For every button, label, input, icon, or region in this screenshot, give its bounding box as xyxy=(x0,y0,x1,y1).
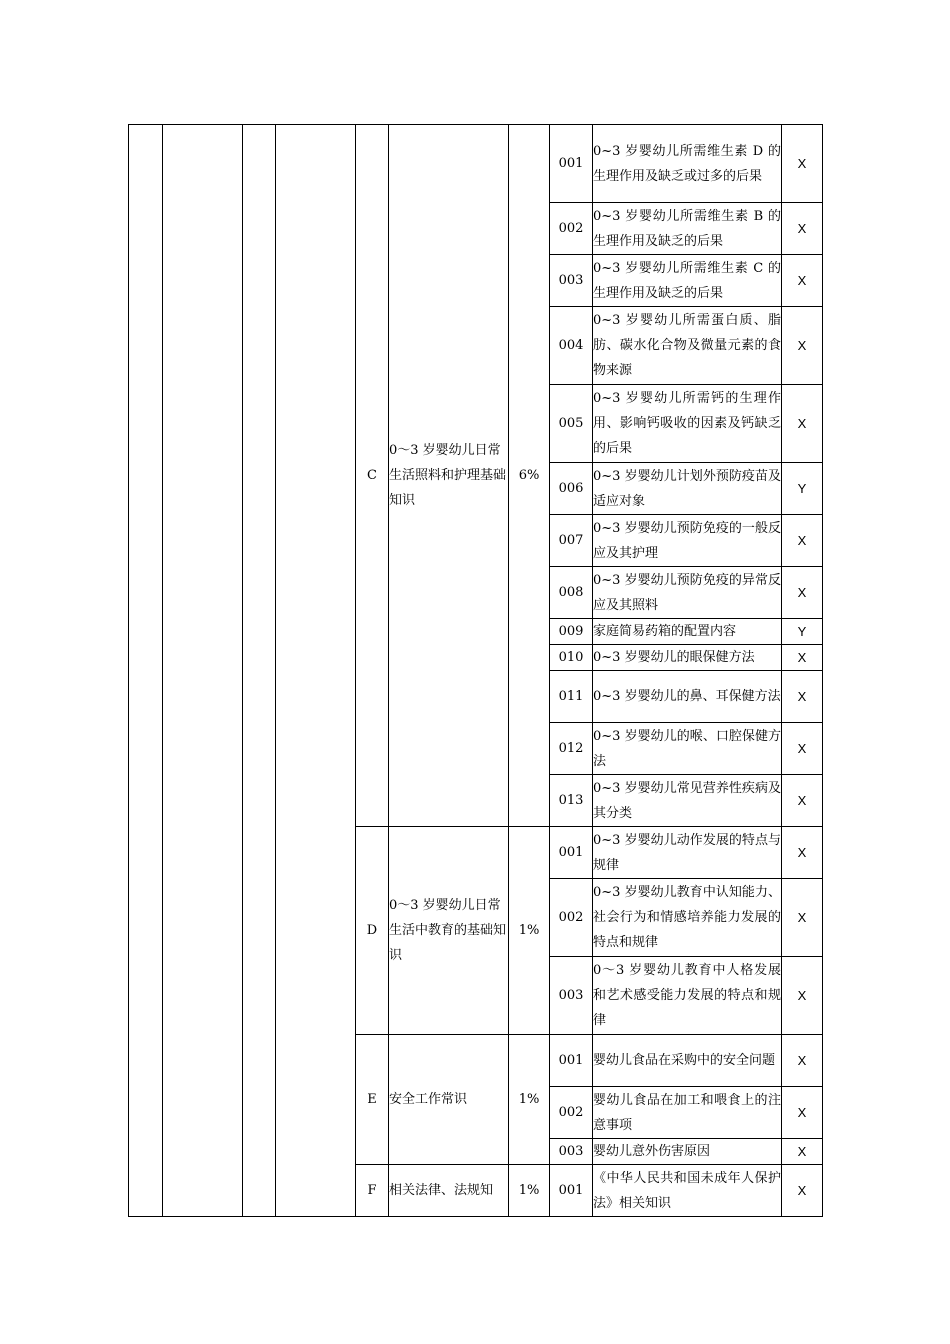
item-content: 0~3 岁婴幼儿常见营养性疾病及其分类 xyxy=(593,775,782,827)
table-row xyxy=(129,125,823,203)
item-number: 013 xyxy=(550,775,593,827)
item-content: 0~3 岁婴幼儿所需维生素 C 的生理作用及缺乏的后果 xyxy=(593,255,782,307)
empty-column-1 xyxy=(129,125,163,1217)
item-number: 003 xyxy=(550,1139,593,1165)
item-content: 0~3 岁婴幼儿的喉、口腔保健方法 xyxy=(593,723,782,775)
empty-column-3 xyxy=(243,125,276,1217)
item-number: 011 xyxy=(550,671,593,723)
item-level: Y xyxy=(782,463,823,515)
section-code: E xyxy=(356,1035,389,1165)
item-content: 0~3 岁婴幼儿教育中认知能力、社会行为和情感培养能力发展的特点和规律 xyxy=(593,879,782,957)
item-content: 0~3 岁婴幼儿的眼保健方法 xyxy=(593,645,782,671)
item-level: X xyxy=(782,385,823,463)
item-level: X xyxy=(782,1139,823,1165)
item-level: X xyxy=(782,125,823,203)
item-level: X xyxy=(782,567,823,619)
item-content: 0~3 岁婴幼儿计划外预防疫苗及适应对象 xyxy=(593,463,782,515)
item-content: 0~3 岁婴幼儿所需维生素 D 的生理作用及缺乏或过多的后果 xyxy=(593,125,782,203)
section-weight: 6% xyxy=(509,125,550,827)
item-number: 002 xyxy=(550,879,593,957)
item-level: X xyxy=(782,515,823,567)
section-name: 0～3 岁婴幼儿日常生活中教育的基础知识 xyxy=(389,827,509,1035)
section-name: 安全工作常识 xyxy=(389,1035,509,1165)
item-level: X xyxy=(782,723,823,775)
item-content: 0~3 岁婴幼儿所需维生素 B 的生理作用及缺乏的后果 xyxy=(593,203,782,255)
item-level: X xyxy=(782,1087,823,1139)
item-level: X xyxy=(782,957,823,1035)
item-level: X xyxy=(782,645,823,671)
item-content: 0~3 岁婴幼儿所需蛋白质、脂肪、碳水化合物及微量元素的食物来源 xyxy=(593,307,782,385)
section-code: C xyxy=(356,125,389,827)
knowledge-table xyxy=(128,124,823,1217)
item-level: X xyxy=(782,1165,823,1217)
item-content: 婴幼儿食品在采购中的安全问题 xyxy=(593,1035,782,1087)
item-content: 《中华人民共和国未成年人保护法》相关知识 xyxy=(593,1165,782,1217)
item-number: 008 xyxy=(550,567,593,619)
item-content: 婴幼儿意外伤害原因 xyxy=(593,1139,782,1165)
item-number: 004 xyxy=(550,307,593,385)
empty-column-2 xyxy=(163,125,243,1217)
item-number: 005 xyxy=(550,385,593,463)
item-content: 家庭简易药箱的配置内容 xyxy=(593,619,782,645)
item-number: 007 xyxy=(550,515,593,567)
item-level: X xyxy=(782,879,823,957)
section-weight: 1% xyxy=(509,1165,550,1217)
item-number: 001 xyxy=(550,1035,593,1087)
item-number: 006 xyxy=(550,463,593,515)
item-level: Y xyxy=(782,619,823,645)
section-weight: 1% xyxy=(509,827,550,1035)
item-content: 0~3 岁婴幼儿预防免疫的一般反应及其护理 xyxy=(593,515,782,567)
item-number: 012 xyxy=(550,723,593,775)
section-code: D xyxy=(356,827,389,1035)
item-content: 婴幼儿食品在加工和喂食上的注意事项 xyxy=(593,1087,782,1139)
item-number: 002 xyxy=(550,203,593,255)
item-number: 002 xyxy=(550,1087,593,1139)
item-number: 003 xyxy=(550,957,593,1035)
section-name: 相关法律、法规知 xyxy=(389,1165,509,1217)
item-content: 0~3 岁婴幼儿动作发展的特点与规律 xyxy=(593,827,782,879)
item-content: 0~3 岁婴幼儿所需钙的生理作用、影响钙吸收的因素及钙缺乏的后果 xyxy=(593,385,782,463)
item-number: 001 xyxy=(550,1165,593,1217)
item-content: 0~3 岁婴幼儿的鼻、耳保健方法 xyxy=(593,671,782,723)
item-number: 001 xyxy=(550,125,593,203)
item-level: X xyxy=(782,1035,823,1087)
item-number: 010 xyxy=(550,645,593,671)
item-content: 0~3 岁婴幼儿预防免疫的异常反应及其照料 xyxy=(593,567,782,619)
item-level: X xyxy=(782,307,823,385)
item-number: 001 xyxy=(550,827,593,879)
item-level: X xyxy=(782,775,823,827)
item-content: 0～3 岁婴幼儿教育中人格发展和艺术感受能力发展的特点和规律 xyxy=(593,957,782,1035)
item-number: 009 xyxy=(550,619,593,645)
item-level: X xyxy=(782,671,823,723)
empty-column-4 xyxy=(276,125,356,1217)
section-weight: 1% xyxy=(509,1035,550,1165)
section-name: 0～3 岁婴幼儿日常生活照料和护理基础知识 xyxy=(389,125,509,827)
section-code: F xyxy=(356,1165,389,1217)
item-level: X xyxy=(782,203,823,255)
item-level: X xyxy=(782,255,823,307)
item-number: 003 xyxy=(550,255,593,307)
item-level: X xyxy=(782,827,823,879)
